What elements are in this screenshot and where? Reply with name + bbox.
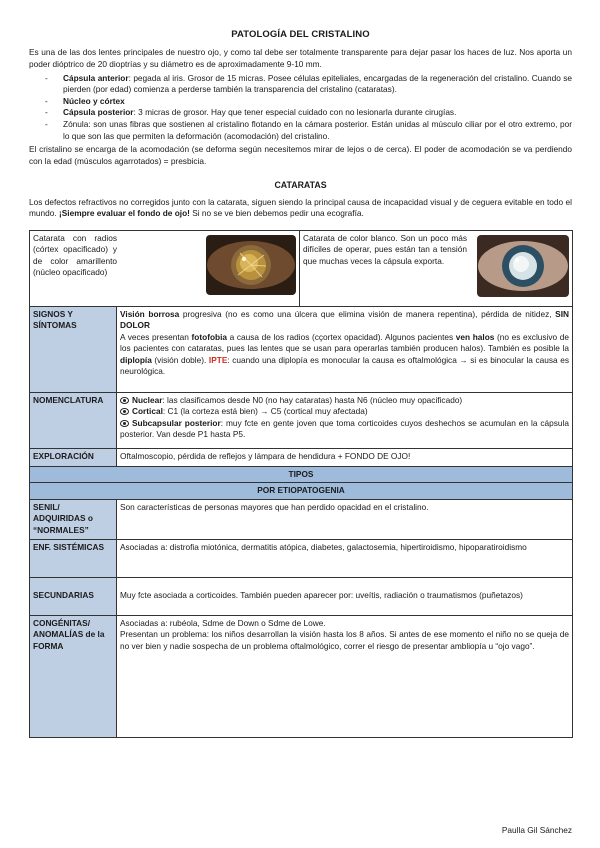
table-row-congenitas	[30, 615, 573, 737]
page-title: PATOLOGÍA DEL CRISTALINO	[231, 29, 370, 40]
cataract-yellow-photo	[206, 235, 296, 295]
table-row-secundarias	[30, 577, 573, 615]
cell-image-right: Catarata de color blanco. Son un poco más difíciles de operar, pues están tan a tensión que muchas veces la cápsula exporta.	[300, 230, 573, 306]
exploracion-label: EXPLORACIÓN	[30, 448, 117, 466]
nomenclatura-label: NOMENCLATURA	[30, 392, 117, 448]
table-row-senil	[30, 499, 573, 539]
sistemicas-label: ENF. SISTÉMICAS	[30, 539, 117, 577]
sistemicas-content: Asociadas a: distrofia miotónica, dermatitis atópica, diabetes, galactosemia, hipertiroidismo, hipoparatiroidismo	[117, 539, 573, 577]
secundarias-label: SECUNDARIAS	[30, 577, 117, 615]
cell-image-left: Catarata con radios (córtex opacificado) y de color amarillento (núcleo opacificado)	[30, 230, 300, 306]
cataract-white-photo	[477, 235, 569, 297]
senil-label: SENIL/ ADQUIRIDAS o “NORMALES”	[30, 499, 117, 539]
table-row-tipos	[30, 466, 573, 482]
table-row-nomenclatura	[30, 392, 573, 448]
eye-icon	[120, 420, 129, 427]
table-row-etiopatogenia	[30, 483, 573, 499]
list-item-capsula-anterior: - Cápsula anterior: pegada al iris. Grosor de 15 micras. Posee células epiteliales, encargadas de la regeneración del cristalino. Cuando se pierden (por edad) comienza a perderse también la transparencia del cristalino (cataratas).	[29, 73, 572, 96]
author-footer: Paulla Gil Sánchez	[501, 825, 572, 835]
list-item-zonula: - Zónula: son unas fibras que sostienen al cristalino flotando en la cámara posterior. Están unidas al músculo ciliar por el otro extremo, por lo que son las que permiten la deformación (acomodación) del cristalino.	[29, 119, 572, 142]
signos-label: SIGNOS Y SÍNTOMAS	[30, 306, 117, 392]
congenitas-label: CONGÉNITAS/ ANOMALÍAS de la FORMA	[30, 615, 117, 737]
table-row-exploracion	[30, 448, 573, 466]
list-item-capsula-posterior: - Cápsula posterior: 3 micras de grosor. Hay que tener especial cuidado con no lesionarla durante cirugías.	[29, 107, 572, 119]
etiopatogenia-band: POR ETIOPATOGENIA	[30, 483, 573, 499]
senil-content: Son características de personas mayores que han perdido opacidad en el cristalino.	[117, 499, 573, 539]
document-page	[29, 28, 572, 738]
congenitas-content: Asociadas a: rubéola, Sdme de Down o Sdme de Lowe. Presentan un problema: los niños desarrollan la visión hasta los 8 años. Si antes de ese momento el niño no se queja de no ver bien y nadie sospecha de un problema oftalmológico, correr el riesgo de presentar ambliopía u “ojo vago”.	[117, 615, 573, 737]
exploracion-content: Oftalmoscopio, pérdida de reflejos y lámpara de hendidura + FONDO DE OJO!	[117, 448, 573, 466]
cataratas-table	[29, 230, 573, 738]
nomenclatura-content: Nuclear: las clasificamos desde N0 (no hay cataratas) hasta N6 (núcleo muy opacificado) Cortical: C1 (la corteza está bien) → C5 (cortical muy afectada) Subcapsular posterior: muy fcte en gente joven que toma corticoides cuyos deshechos se acumulan en la cápsula posterior. Van desde P1 hasta P5.	[117, 392, 573, 448]
ipte-highlight: IPTE	[208, 354, 228, 365]
cataratas-heading: CATARATAS	[274, 180, 327, 191]
list-item-nucleo: - Núcleo y córtex	[29, 96, 572, 108]
acomodacion-paragraph: El cristalino se encarga de la acomodación (se deforma según necesitemos mirar de lejos o de cerca). El poder de acomodación se va perdiendo con la edad (músculos agarrotados) = presbicia.	[29, 144, 572, 166]
secundarias-content: Muy fcte asociada a corticoides. También pueden aparecer por: uveítis, radiación o traumatismos (puñetazos)	[117, 577, 573, 615]
cataratas-paragraph: Los defectos refractivos no corregidos junto con la catarata, siguen siendo la principal causa de incapacidad visual y de ceguera evitable en todo el mundo. ¡Siempre evaluar el fondo de ojo! Si no se ve bien debemos pedir una ecografía.	[29, 196, 572, 219]
table-row-images	[30, 230, 573, 306]
table-row-signos	[30, 306, 573, 392]
tipos-band: TIPOS	[30, 466, 573, 482]
structure-list	[29, 73, 572, 143]
eye-icon	[120, 397, 129, 404]
eye-icon	[120, 408, 129, 415]
intro-paragraph: Es una de las dos lentes principales de nuestro ojo, y como tal debe ser totalmente transparente para dejar pasar los haces de luz. Nos aporta un poder dióptrico de 20 dioptrías y su diámetro es de aproximadamente 9-10 mm.	[29, 47, 572, 69]
table-row-sistemicas	[30, 539, 573, 577]
signos-content: Visión borrosa progresiva (no es como una úlcera que elimina visión de manera repentina), pérdida de nitidez, SIN DOLOR A veces presentan fotofobia a causa de los radios (cçortex opacidad). Algunos pacientes ven halos (no es exclusivo de los pacientes con cataratas, pues las lentes que se usan para operarlas también producen halos). También es posible la diplopía (visión doble). IPTE: cuando una diplopía es monocular la causa es oftalmológica → si es binocular la causa es neurológica.	[117, 306, 573, 392]
